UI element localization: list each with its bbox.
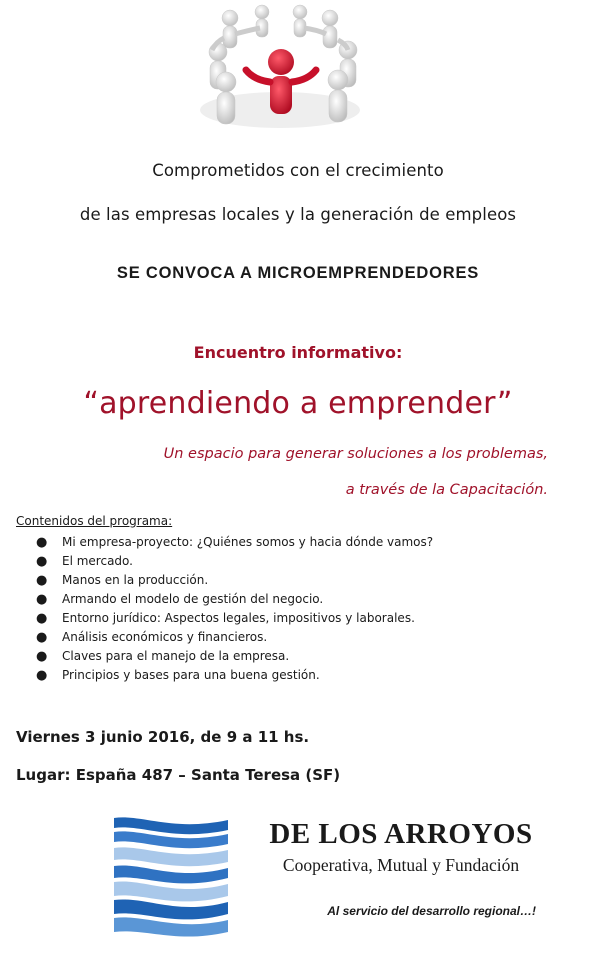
list-item-text: El mercado. [62, 554, 133, 568]
list-item [36, 609, 433, 628]
people-circle-icon [190, 0, 370, 135]
bullet-icon: ● [36, 611, 48, 626]
bullet-icon: ● [36, 592, 48, 607]
contents-list [36, 533, 433, 685]
contents-heading: Contenidos del programa: [16, 514, 173, 528]
bullet-icon: ● [36, 630, 48, 645]
list-item [36, 647, 433, 666]
bullet-icon: ● [36, 554, 48, 569]
intro-line-1: Comprometidos con el crecimiento [152, 161, 444, 180]
bullet-icon: ● [36, 573, 48, 588]
list-item [36, 533, 433, 552]
event-location: Lugar: España 487 – Santa Teresa (SF) [16, 766, 341, 784]
list-item [36, 552, 433, 571]
list-item-text: Mi empresa-proyecto: ¿Quiénes somos y hacia dónde vamos? [62, 535, 434, 549]
list-item [36, 571, 433, 590]
intro-line-2: de las empresas locales y la generación de empleos [79, 205, 517, 224]
bullet-icon: ● [36, 649, 48, 664]
waves-logo-icon [112, 812, 230, 940]
event-title: “aprendiendo a emprender” [83, 386, 513, 421]
organization-name: DE LOS ARROYOS [269, 818, 533, 850]
event-tagline-2: a través de la Capacitación. [345, 482, 548, 498]
list-item-text: Principios y bases para una buena gestión. [62, 668, 320, 682]
list-item-text: Manos en la producción. [62, 573, 209, 587]
list-item [36, 628, 433, 647]
event-date: Viernes 3 junio 2016, de 9 a 11 hs. [16, 728, 310, 746]
list-item [36, 666, 433, 685]
list-item-text: Análisis económicos y financieros. [62, 630, 268, 644]
bullet-icon: ● [36, 668, 48, 683]
event-label: Encuentro informativo: [193, 343, 403, 362]
organization-motto: Al servicio del desarrollo regional…! [327, 904, 536, 918]
organization-subtitle: Cooperativa, Mutual y Fundación [282, 855, 520, 875]
list-item-text: Armando el modelo de gestión del negocio. [62, 592, 324, 606]
event-tagline-1: Un espacio para generar soluciones a los problemas, [163, 446, 548, 462]
list-item-text: Entorno jurídico: Aspectos legales, impositivos y laborales. [62, 611, 415, 625]
list-item [36, 590, 433, 609]
list-item-text: Claves para el manejo de la empresa. [62, 649, 290, 663]
bullet-icon: ● [36, 535, 48, 550]
headline: SE CONVOCA A MICROEMPRENDEDORES [116, 264, 480, 282]
